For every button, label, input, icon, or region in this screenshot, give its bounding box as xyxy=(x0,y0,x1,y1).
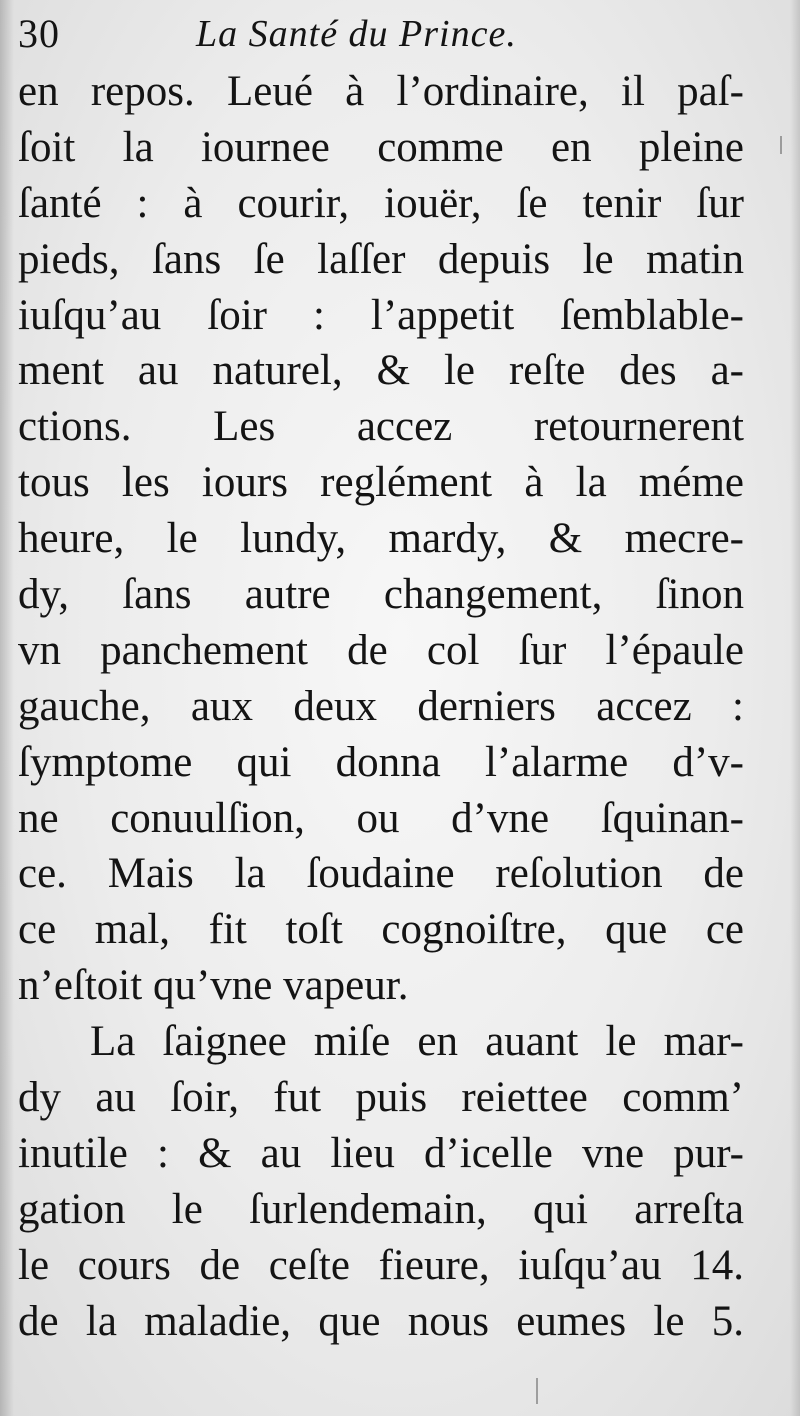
running-title: La Santé du Prince. xyxy=(196,13,517,55)
text-line: ne conuulſion, ou d’vne ſquinan- xyxy=(18,794,744,842)
text-line: vn panchement de col ſur l’épaule xyxy=(18,626,744,674)
text-line: dy au ſoir, fut puis reiettee comm’ xyxy=(18,1074,744,1122)
text-line: gauche, aux deux derniers accez : xyxy=(18,682,744,730)
text-line: ſoit la iournee comme en pleine xyxy=(18,123,744,171)
page-number: 30 xyxy=(18,11,60,56)
text-line: le cours de ceſte fieure, iuſqu’au 14. xyxy=(18,1241,744,1289)
paper-speck xyxy=(536,1378,538,1404)
text-line: ce mal, fit toſt cognoiſtre, que ce xyxy=(18,906,744,954)
text-line: heure, le lundy, mardy, & mecre- xyxy=(18,515,744,563)
text-line: ctions. Les accez retournerent xyxy=(18,403,744,451)
text-line: de la maladie, que nous eumes le 5. xyxy=(18,1297,744,1345)
text-line: dy, ſans autre changement, ſinon xyxy=(18,571,744,619)
text-line: ce. Mais la ſoudaine reſolution de xyxy=(18,850,744,898)
paper-speck xyxy=(780,136,782,154)
text-line: inutile : & au lieu d’icelle vne pur- xyxy=(18,1129,744,1177)
text-line: pieds, ſans ſe laſſer depuis le matin xyxy=(18,235,744,283)
text-line: n’eſtoit qu’vne vapeur. xyxy=(18,962,409,1010)
text-line: La ſaignee miſe en auant le mar- xyxy=(90,1018,744,1066)
text-line: ſanté : à courir, iouër, ſe tenir ſur xyxy=(18,179,744,227)
page-edge-shadow-left xyxy=(0,0,14,1416)
text-line: iuſqu’au ſoir : l’appetit ſemblable- xyxy=(18,291,744,339)
text-line: ment au naturel, & le reſte des a- xyxy=(18,347,744,395)
text-line: ſymptome qui donna l’alarme d’v- xyxy=(18,738,744,786)
body-text xyxy=(18,64,744,1349)
text-line: tous les iours reglément à la méme xyxy=(18,459,744,507)
page-edge-shadow-right xyxy=(790,0,800,1416)
text-line: en repos. Leué à l’ordinaire, il paſ- xyxy=(18,68,744,115)
text-line: gation le ſurlendemain, qui arreſta xyxy=(18,1185,744,1233)
running-head xyxy=(18,8,778,58)
